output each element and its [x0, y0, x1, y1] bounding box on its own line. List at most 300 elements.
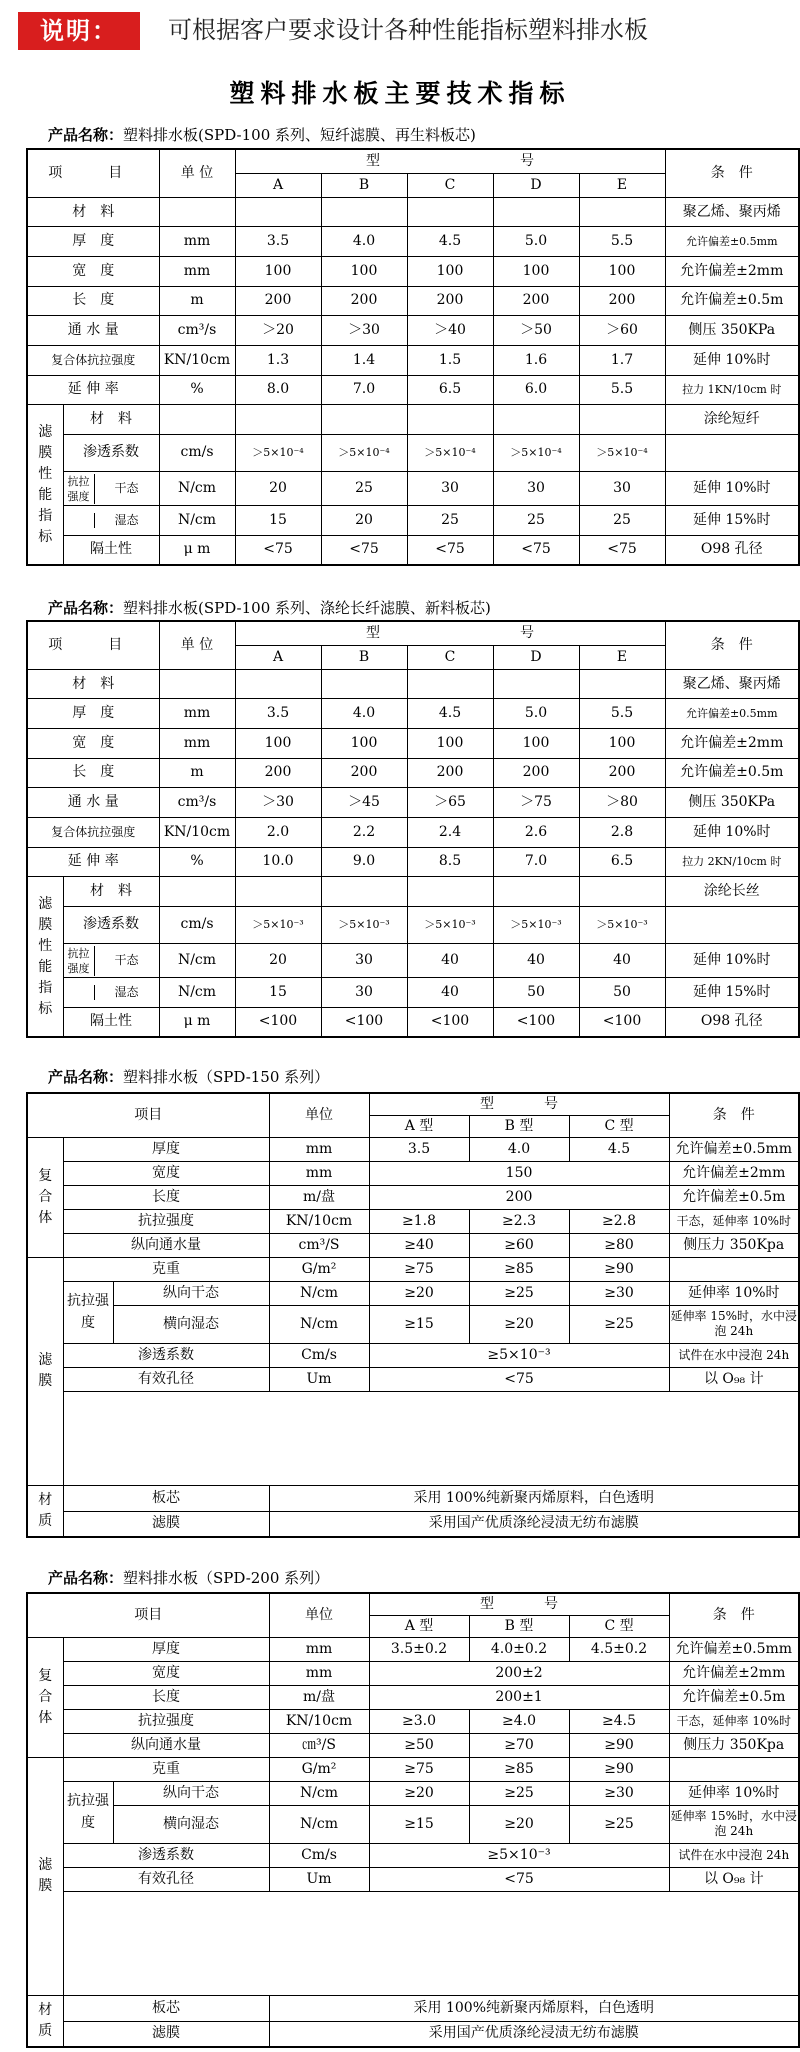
row-value: 15	[235, 506, 321, 536]
row-value: ≥5×10⁻³	[369, 1343, 669, 1367]
row-cond: 侧压 350KPa	[665, 788, 799, 818]
row-unit: cm³/s	[159, 788, 235, 818]
row-unit: Cm/s	[269, 1843, 369, 1867]
filter-group: 滤 膜 性 能 指 标	[27, 405, 63, 565]
row-unit	[159, 669, 235, 699]
row-item: 隔土性	[63, 535, 159, 565]
col-A: A	[235, 645, 321, 669]
row-cond: 拉力 2KN/10cm 时	[665, 847, 799, 877]
row-cond: 延伸率 10%时	[669, 1781, 799, 1805]
row-cond: 允许偏差±2mm	[665, 729, 799, 759]
row-unit: cm³/S	[269, 1233, 369, 1257]
row-cond: 侧压力 350Kpa	[669, 1233, 799, 1257]
row-unit: m	[159, 758, 235, 788]
table-row	[27, 197, 799, 227]
row-cond: 允许偏差±0.5m	[665, 286, 799, 316]
row-value: 25	[493, 506, 579, 536]
header-row	[27, 1593, 799, 1615]
table-row	[27, 1995, 799, 2021]
row-unit: N/cm	[159, 978, 235, 1008]
col-B: B	[321, 173, 407, 197]
row-value: ≥25	[569, 1305, 669, 1343]
row-value: 100	[579, 729, 665, 759]
table-row	[27, 1007, 799, 1037]
row-value: <100	[407, 1007, 493, 1037]
spec-table-4	[26, 1592, 800, 2048]
table-row	[27, 788, 799, 818]
row-unit: KN/10cm	[159, 345, 235, 375]
row-cond: 延伸 10%时	[665, 817, 799, 847]
row-cond: O98 孔径	[665, 535, 799, 565]
row-unit: N/cm	[269, 1805, 369, 1843]
row-value: ＞30	[321, 316, 407, 346]
row-cond: 聚乙烯、聚丙烯	[665, 197, 799, 227]
row-value: 50	[493, 978, 579, 1008]
table-row	[27, 1137, 799, 1161]
col-cond: 条 件	[665, 621, 799, 669]
row-value: 100	[235, 729, 321, 759]
row-value: ≥4.5	[569, 1709, 669, 1733]
row-item: 隔土性	[63, 1007, 159, 1037]
row-unit: %	[159, 847, 235, 877]
row-value: 2.8	[579, 817, 665, 847]
row-cond: 试件在水中浸泡 24h	[669, 1843, 799, 1867]
table-row	[27, 1781, 799, 1805]
row-unit: Um	[269, 1867, 369, 1891]
row-value: 4.0±0.2	[469, 1637, 569, 1661]
row-value: 40	[407, 944, 493, 978]
row-cond: 延伸率 15%时，水中浸泡 24h	[669, 1305, 799, 1343]
row-value: 4.5	[407, 227, 493, 257]
row-value	[235, 669, 321, 699]
row-value: 200	[321, 758, 407, 788]
row-value: ≥80	[569, 1233, 669, 1257]
composite-group: 复 合 体	[27, 1637, 63, 1757]
row-value: ＞60	[579, 316, 665, 346]
row-value: 200±2	[369, 1661, 669, 1685]
table-row	[27, 2021, 799, 2047]
row-value: 100	[493, 729, 579, 759]
col-cond: 条 件	[665, 149, 799, 197]
row-value: ＞65	[407, 788, 493, 818]
row-value: 3.5±0.2	[369, 1637, 469, 1661]
table-row	[27, 1511, 799, 1537]
row-value: 100	[493, 257, 579, 287]
row-unit: N/cm	[159, 506, 235, 536]
col-C: C 型	[569, 1115, 669, 1137]
row-cond: O98 孔径	[665, 1007, 799, 1037]
row-value: 200	[321, 286, 407, 316]
row-value: ≥30	[569, 1281, 669, 1305]
row-value: ≥75	[369, 1257, 469, 1281]
row-value: 2.6	[493, 817, 579, 847]
row-value: ≥20	[369, 1281, 469, 1305]
row-value: ≥70	[469, 1733, 569, 1757]
row-cond: 允许偏差±0.5m	[665, 758, 799, 788]
row-value: ≥2.3	[469, 1209, 569, 1233]
row-cond: 试件在水中浸泡 24h	[669, 1343, 799, 1367]
row-value: ≥90	[569, 1733, 669, 1757]
row-item: 滤膜	[63, 1511, 269, 1537]
row-unit: KN/10cm	[159, 817, 235, 847]
row-cond: 允许偏差±0.5m	[669, 1685, 799, 1709]
row-cond: 侧压 350KPa	[665, 316, 799, 346]
row-value: ＞45	[321, 788, 407, 818]
row-item: 长 度	[27, 758, 159, 788]
row-value: ≥25	[569, 1805, 669, 1843]
table-row	[27, 847, 799, 877]
table-row	[27, 1233, 799, 1257]
row-unit: mm	[269, 1161, 369, 1185]
row-value: 5.0	[493, 227, 579, 257]
table-row	[27, 1343, 799, 1367]
row-item: 渗透系数	[63, 1843, 269, 1867]
row-value: <75	[235, 535, 321, 565]
row-cond: 允许偏差±0.5m	[669, 1185, 799, 1209]
row-item: 渗透系数	[63, 1343, 269, 1367]
row-cond: 允许偏差±2mm	[669, 1161, 799, 1185]
material-group: 材 质	[27, 1485, 63, 1537]
row-unit: mm	[269, 1637, 369, 1661]
row-value: <75	[369, 1367, 669, 1391]
row-cond: 干态，延伸率 10%时	[669, 1209, 799, 1233]
col-C: C 型	[569, 1615, 669, 1637]
row-value: ＞5×10⁻⁴	[407, 434, 493, 471]
row-unit: mm	[269, 1661, 369, 1685]
table-row	[27, 1733, 799, 1757]
row-value: 采用国产优质涤纶浸渍无纺布滤膜	[269, 1511, 799, 1537]
col-cond: 条 件	[669, 1593, 799, 1637]
row-value: 200	[407, 286, 493, 316]
table-row	[27, 286, 799, 316]
row-value: 1.7	[579, 345, 665, 375]
row-unit: mm	[269, 1137, 369, 1161]
header-row	[27, 1093, 799, 1115]
row-cond: 允许偏差±0.5mm	[669, 1637, 799, 1661]
product-name-4: 产品名称：塑料排水板（SPD-200 系列）	[48, 1569, 330, 1587]
row-value: ≥85	[469, 1257, 569, 1281]
row-unit: Um	[269, 1367, 369, 1391]
row-unit: N/cm	[269, 1305, 369, 1343]
row-value: 1.4	[321, 345, 407, 375]
row-value: <75	[321, 535, 407, 565]
row-value: ≥3.0	[369, 1709, 469, 1733]
col-B: B 型	[469, 1615, 569, 1637]
row-item: 抗拉强度	[63, 1709, 269, 1733]
table-row	[27, 1305, 799, 1343]
table-row	[27, 1185, 799, 1209]
filter-group: 滤 膜 性 能 指 标	[27, 877, 63, 1037]
row-value: ≥90	[569, 1257, 669, 1281]
col-A: A 型	[369, 1115, 469, 1137]
row-item: 材 料	[27, 669, 159, 699]
row-item: 材 料	[27, 197, 159, 227]
table-row	[27, 699, 799, 729]
table-row	[27, 345, 799, 375]
row-value: 4.0	[469, 1137, 569, 1161]
col-item: 项 目	[27, 149, 159, 197]
row-value: ＞5×10⁻³	[321, 906, 407, 943]
row-value: ＞5×10⁻⁴	[493, 434, 579, 471]
row-item: 宽 度	[27, 257, 159, 287]
row-item: 纵向干态	[113, 1781, 269, 1805]
row-value: 9.0	[321, 847, 407, 877]
table-row	[27, 1805, 799, 1843]
row-unit: cm/s	[159, 434, 235, 471]
row-value: ≥20	[469, 1305, 569, 1343]
col-type: 型 号	[369, 1593, 669, 1615]
row-value: ≥5×10⁻³	[369, 1843, 669, 1867]
col-unit: 单位	[269, 1093, 369, 1137]
row-value: 采用 100%纯新聚丙烯原料，白色透明	[269, 1485, 799, 1511]
row-unit	[159, 197, 235, 227]
table-row	[27, 257, 799, 287]
membrane-group: 滤 膜	[27, 1757, 63, 1995]
table-row	[27, 434, 799, 471]
row-value: 200	[493, 758, 579, 788]
row-value	[407, 197, 493, 227]
row-unit: μ m	[159, 1007, 235, 1037]
row-value: 30	[493, 472, 579, 506]
row-value: ≥15	[369, 1805, 469, 1843]
row-cond: 以 O₉₈ 计	[669, 1367, 799, 1391]
row-unit: m/盘	[269, 1685, 369, 1709]
row-value: ＞5×10⁻³	[493, 906, 579, 943]
row-item: 厚度	[63, 1137, 269, 1161]
table-row	[27, 906, 799, 943]
row-value	[407, 669, 493, 699]
table-row	[27, 316, 799, 346]
row-item: 宽度	[63, 1661, 269, 1685]
col-E: E	[579, 645, 665, 669]
row-cond: 允许偏差±0.5mm	[665, 699, 799, 729]
row-item: 纵向干态	[113, 1281, 269, 1305]
table-row	[27, 1685, 799, 1709]
row-value: 100	[321, 257, 407, 287]
table-row	[27, 729, 799, 759]
row-unit: KN/10cm	[269, 1209, 369, 1233]
row-item: 通 水 量	[27, 316, 159, 346]
row-cond: 允许偏差±2mm	[669, 1661, 799, 1685]
row-value: ＞5×10⁻⁴	[321, 434, 407, 471]
row-value: 30	[407, 472, 493, 506]
row-cond: 涂纶长丝	[665, 877, 799, 907]
row-value: 采用国产优质涤纶浸渍无纺布滤膜	[269, 2021, 799, 2047]
row-value: 4.5±0.2	[569, 1637, 669, 1661]
row-value: 8.0	[235, 375, 321, 405]
row-unit: cm/s	[159, 906, 235, 943]
row-item: 渗透系数	[63, 434, 159, 471]
row-cond: 延伸 15%时	[665, 506, 799, 536]
row-value: ≥75	[369, 1757, 469, 1781]
row-item: 滤膜	[63, 2021, 269, 2047]
row-value: <100	[235, 1007, 321, 1037]
row-item: 有效孔径	[63, 1367, 269, 1391]
row-cond: 涂纶短纤	[665, 405, 799, 435]
table-row	[27, 1257, 799, 1281]
table-row	[27, 405, 799, 435]
row-item: 板芯	[63, 1995, 269, 2021]
col-type: 型 号	[235, 621, 665, 645]
row-value: 5.0	[493, 699, 579, 729]
row-item: 长度	[63, 1185, 269, 1209]
table-row	[27, 227, 799, 257]
table-row	[27, 1209, 799, 1233]
row-value: ＞40	[407, 316, 493, 346]
row-item: 长 度	[27, 286, 159, 316]
row-value: 200	[579, 286, 665, 316]
row-value	[321, 197, 407, 227]
row-item: 材 料	[63, 877, 159, 907]
row-cond: 延伸率 10%时	[669, 1281, 799, 1305]
row-value: <75	[493, 535, 579, 565]
row-value: ≥25	[469, 1781, 569, 1805]
row-value: 20	[235, 944, 321, 978]
row-cond: 拉力 1KN/10cm 时	[665, 375, 799, 405]
product-name-2: 产品名称：塑料排水板(SPD-100 系列、涤纶长纤滤膜、新料板芯)	[48, 599, 491, 617]
row-value: ＞5×10⁻³	[407, 906, 493, 943]
row-value: 200	[235, 758, 321, 788]
row-value: ≥2.8	[569, 1209, 669, 1233]
row-cond: 延伸 10%时	[665, 345, 799, 375]
row-unit: mm	[159, 227, 235, 257]
row-cond: 以 O₉₈ 计	[669, 1867, 799, 1891]
col-B: B 型	[469, 1115, 569, 1137]
row-value: 30	[321, 944, 407, 978]
row-value: 50	[579, 978, 665, 1008]
row-item: 延 伸 率	[27, 375, 159, 405]
row-value: 8.5	[407, 847, 493, 877]
row-unit: N/cm	[269, 1281, 369, 1305]
table-row	[27, 1709, 799, 1733]
row-item: 延 伸 率	[27, 847, 159, 877]
product-name-3: 产品名称：塑料排水板（SPD-150 系列）	[48, 1068, 330, 1086]
row-value	[493, 197, 579, 227]
table-row: 抗拉强度 干态 N/cm 20 30 40 40 40 延伸 10%时	[27, 944, 799, 978]
row-value: ≥15	[369, 1305, 469, 1343]
table-row	[27, 1637, 799, 1661]
row-value: ≥4.0	[469, 1709, 569, 1733]
row-value: 25	[321, 472, 407, 506]
row-value: 5.5	[579, 375, 665, 405]
row-value: 15	[235, 978, 321, 1008]
row-unit: cm³/s	[159, 316, 235, 346]
table-row	[27, 1161, 799, 1185]
col-D: D	[493, 645, 579, 669]
row-value: ＞5×10⁻⁴	[579, 434, 665, 471]
row-value: 2.2	[321, 817, 407, 847]
row-value: <100	[579, 1007, 665, 1037]
row-value: 200±1	[369, 1685, 669, 1709]
row-value: 10.0	[235, 847, 321, 877]
table-row	[27, 1367, 799, 1391]
row-value	[579, 669, 665, 699]
table-row	[27, 669, 799, 699]
table-row: 湿态 N/cm 15 30 40 50 50 延伸 15%时	[27, 978, 799, 1008]
membrane-group: 滤 膜	[27, 1257, 63, 1485]
row-unit: G/m²	[269, 1257, 369, 1281]
row-value	[321, 669, 407, 699]
row-value: 200	[235, 286, 321, 316]
row-value: ＞5×10⁻³	[235, 906, 321, 943]
row-value: 7.0	[321, 375, 407, 405]
composite-group: 复 合 体	[27, 1137, 63, 1257]
col-C: C	[407, 645, 493, 669]
row-value: ≥50	[369, 1733, 469, 1757]
row-value	[235, 197, 321, 227]
row-unit: G/m²	[269, 1757, 369, 1781]
row-item: 复合体抗拉强度	[27, 345, 159, 375]
row-value: ＞30	[235, 788, 321, 818]
row-value: 200	[407, 758, 493, 788]
col-A: A 型	[369, 1615, 469, 1637]
row-value: ＞75	[493, 788, 579, 818]
row-cond: 聚乙烯、聚丙烯	[665, 669, 799, 699]
row-value: 4.5	[407, 699, 493, 729]
table-row	[27, 817, 799, 847]
row-value: <100	[321, 1007, 407, 1037]
row-value: <75	[407, 535, 493, 565]
row-item: 复合体抗拉强度	[27, 817, 159, 847]
spec-table-1	[26, 148, 800, 566]
row-value: <100	[493, 1007, 579, 1037]
row-cond: 允许偏差±0.5mm	[665, 227, 799, 257]
row-item: 克重	[63, 1757, 269, 1781]
row-cond: 延伸 10%时	[665, 472, 799, 506]
row-value: 200	[493, 286, 579, 316]
col-unit: 单 位	[159, 621, 235, 669]
row-value: 40	[579, 944, 665, 978]
table-row: 湿态 N/cm 15 20 25 25 25 延伸 15%时	[27, 506, 799, 536]
row-item: 厚 度	[27, 699, 159, 729]
row-value: 2.4	[407, 817, 493, 847]
row-unit: mm	[159, 699, 235, 729]
header-banner	[0, 0, 800, 70]
table-row	[27, 1843, 799, 1867]
row-item: 横向湿态	[113, 1805, 269, 1843]
row-value: 20	[235, 472, 321, 506]
row-item: 长度	[63, 1685, 269, 1709]
row-value: 100	[407, 257, 493, 287]
row-value: 3.5	[235, 227, 321, 257]
row-value: ＞50	[493, 316, 579, 346]
row-unit: Cm/s	[269, 1343, 369, 1367]
table-row	[27, 1867, 799, 1891]
header-row	[27, 149, 799, 173]
row-item: 宽 度	[27, 729, 159, 759]
row-value: 100	[235, 257, 321, 287]
col-item: 项 目	[27, 621, 159, 669]
row-value: ＞5×10⁻⁴	[235, 434, 321, 471]
spec-table-3	[26, 1092, 800, 1538]
table-row	[27, 535, 799, 565]
row-unit: mm	[159, 729, 235, 759]
row-item: 克重	[63, 1257, 269, 1281]
row-item: 厚度	[63, 1637, 269, 1661]
row-value: 200	[369, 1185, 669, 1209]
row-value: 30	[579, 472, 665, 506]
row-value: 3.5	[235, 699, 321, 729]
row-value: ≥60	[469, 1233, 569, 1257]
spec-table-2	[26, 620, 800, 1038]
col-B: B	[321, 645, 407, 669]
row-value: 150	[369, 1161, 669, 1185]
row-value: ＞5×10⁻³	[579, 906, 665, 943]
row-value: ＞20	[235, 316, 321, 346]
row-value: 4.0	[321, 699, 407, 729]
col-unit: 单 位	[159, 149, 235, 197]
row-value: <75	[579, 535, 665, 565]
